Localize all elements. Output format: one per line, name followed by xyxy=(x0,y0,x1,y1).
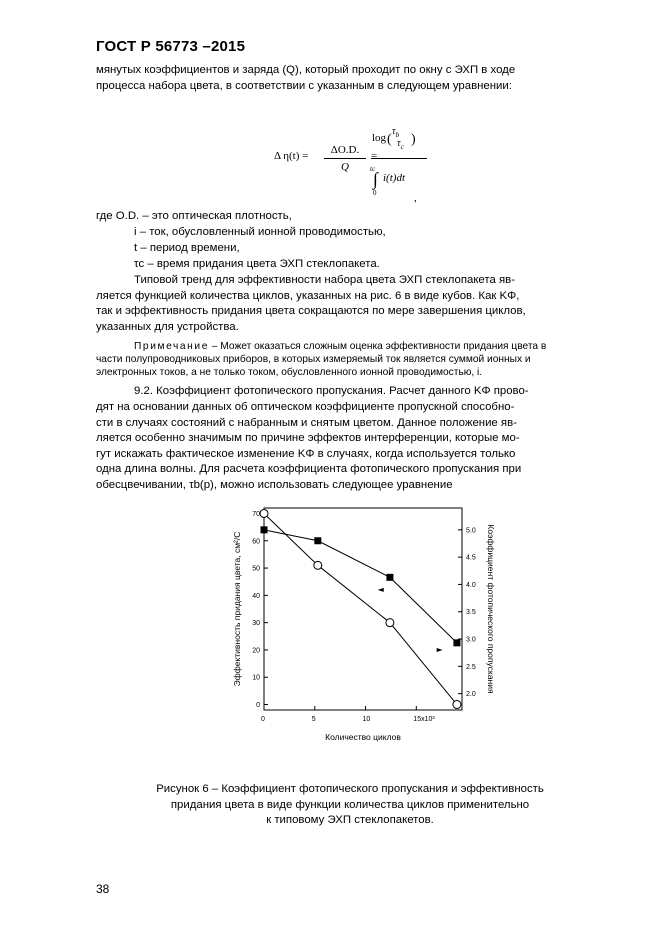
integral-sign: ∫ xyxy=(373,169,378,189)
section-line-6: одна длина волны. Для расчета коэффициента фотопического пропускания при xyxy=(96,463,522,475)
x-tick-label: 0 xyxy=(261,716,265,723)
y2-tick-label: 2.5 xyxy=(466,663,476,671)
trend-line-1: Типовой тренд для эффективности набора цвета ЭХП стеклопакета яв- xyxy=(134,274,515,286)
y2-tick-label: 4.5 xyxy=(466,554,476,562)
note-label: Примечание xyxy=(134,341,209,352)
data-point-square xyxy=(314,537,321,544)
formula-log: log xyxy=(372,132,387,144)
tau-b: $\tau_b$ xyxy=(392,126,400,139)
y2-tick-label: 2.0 xyxy=(466,691,476,699)
section-line-7: обесцвечивании, τb(p), можно использовать следующее уравнение xyxy=(96,479,453,491)
y2-tick-label: 3.5 xyxy=(466,609,476,617)
intro-line-2: процесса набора цвета, в соответствии с указанным в следующем уравнении: xyxy=(96,80,512,92)
x-axis-label: Количество циклов xyxy=(325,732,401,742)
data-point-circle xyxy=(386,619,394,627)
y-tick-label: 50 xyxy=(252,565,260,573)
plot-frame xyxy=(264,508,462,710)
section-line-2: дят на основании данных об оптическом коэффициенте пропускной способно- xyxy=(96,401,515,413)
paren-close: ) xyxy=(411,132,416,147)
data-point-square xyxy=(386,574,393,581)
y-tick-label: 0 xyxy=(256,702,260,710)
y-tick-label: 30 xyxy=(252,620,260,628)
figure-caption xyxy=(100,782,600,829)
trend-line-4: указанных для устройства. xyxy=(96,321,239,333)
data-point-circle xyxy=(260,509,268,517)
x-tick-label: 10 xyxy=(362,716,371,723)
note-line-1: Примечание – Может оказаться сложным оценка эффективности придания цвета в xyxy=(134,341,547,352)
data-point-square xyxy=(453,639,460,646)
y-tick-label: 70 xyxy=(252,510,260,518)
note-line-3: электронных токов, а не только током, обусловленного ионной проводимостью, i. xyxy=(96,367,483,378)
section-line-1: 9.2. Коэффициент фотопического пропускания. Расчет данного KΦ прово- xyxy=(134,385,529,397)
caption-line-1: Рисунок 6 – Коэффициент фотопического пропускания и эффективность xyxy=(156,783,544,795)
y-tick-label: 20 xyxy=(252,647,260,655)
y2-tick-label: 5.0 xyxy=(466,527,476,535)
formula-numerator-1: ΔO.D. xyxy=(330,144,360,156)
formula-lhs: Δ η(t) = xyxy=(274,150,309,162)
tau-c: $\tau_c$ xyxy=(397,138,404,151)
definition-t: t – период времени, xyxy=(134,242,240,254)
data-point-square xyxy=(261,526,268,533)
document-header: ГОСТ Р 56773 –2015 xyxy=(96,38,246,55)
data-point-circle xyxy=(314,561,322,569)
integrand: i(t)dt xyxy=(383,172,405,184)
section-line-3: сти в случаях состояний с набранным и снятым цветом. Данное положение яв- xyxy=(96,417,517,429)
arrow-right xyxy=(437,648,443,652)
definition-tc: τc – время придания цвета ЭХП стеклопакета. xyxy=(134,258,380,270)
definition-od: где O.D. – это оптическая плотность, xyxy=(96,210,292,222)
section-line-4: ляется особенно значимым по причине эффектов интерференции, которые мо- xyxy=(96,432,520,444)
x-tick-label: 15x10³ xyxy=(413,716,435,723)
formula-equals: = xyxy=(371,150,378,162)
trend-line-2: ляется функцией количества циклов, указанных на рис. 6 в виде кубов. Как KΦ, xyxy=(96,290,520,302)
fraction-bar-1 xyxy=(324,158,366,159)
y2-axis-label: Коэффициент фотопического пропускания xyxy=(486,524,496,694)
y-tick-label: 60 xyxy=(252,538,260,546)
x-tick-label: 5 xyxy=(311,716,316,723)
caption-line-3: к типовому ЭХП стеклопакетов. xyxy=(266,814,434,827)
note-line-2: части полупроводниковых приборов, в которых измеряемый ток является суммой ионных и xyxy=(96,354,531,365)
data-point-circle xyxy=(453,701,461,709)
caption-line-2: придания цвета в виде функции количества циклов применительно xyxy=(170,798,530,811)
y-tick-label: 40 xyxy=(252,592,260,600)
y2-tick-label: 3.0 xyxy=(466,636,476,644)
paren-open: ( xyxy=(387,132,392,147)
integral-lower-limit: 0 xyxy=(373,189,377,197)
formula-denominator-1: Q xyxy=(341,161,349,173)
integral-upper-limit: tc xyxy=(370,165,376,173)
fraction-bar-2 xyxy=(371,158,427,159)
formula-comma: , xyxy=(414,192,417,204)
y2-tick-label: 4.0 xyxy=(466,581,476,589)
intro-line-1: мянутых коэффициентов и заряда (Q), который проходит по окну с ЭХП в ходе xyxy=(96,64,516,76)
section-line-5: гут искажать фактическое изменение KΦ в случаях, когда используется только xyxy=(96,448,516,460)
trend-line-3: так и эффективность придания цвета сокращаются по мере завершения циклов, xyxy=(96,305,526,317)
arrow-left xyxy=(378,588,384,592)
cycles-chart xyxy=(226,500,506,745)
formula xyxy=(270,125,470,205)
definition-i: i – ток, обусловленный ионной проводимостью, xyxy=(134,226,386,238)
series-line-circle xyxy=(264,513,457,704)
series-line-square xyxy=(264,530,457,643)
page-number: 38 xyxy=(96,882,110,896)
y-axis-label: Эффективность придания цвета, см²/С xyxy=(232,531,242,687)
y-tick-label: 10 xyxy=(252,674,260,682)
